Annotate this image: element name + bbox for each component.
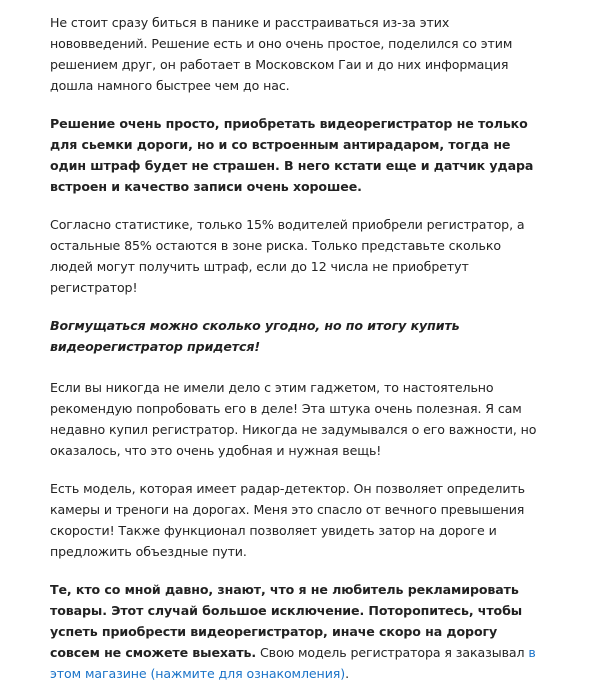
paragraph-solution: Решение очень просто, приобретать видеорегистратор не только для сьемки дороги, но и со встроенным антирадаром, тогда не один штраф будет не страшен. В него кстати еще и датчик удара встроен и качество записи очень хорошее. xyxy=(50,116,534,194)
paragraph-model-features: Есть модель, которая имеет радар-детектор. Он позволяет определить камеры и треноги на дорогах. Меня это спасло от вечного превышения скорости! Также функционал позволяет увидеть затор на дороге и предложить объездные пути. xyxy=(50,481,525,559)
paragraph-call-to-action xyxy=(50,579,545,684)
call-to-action-end: . xyxy=(345,666,349,681)
paragraph-intro: Не стоит сразу биться в панике и расстраиваться из-за этих нововведений. Решение есть и оно очень простое, поделился со этим решением друг, он работает в Московском Гаи и до них информация дошла намного быстрее чем до нас. xyxy=(50,15,513,93)
paragraph-emphasis: Вогмущаться можно сколько угодно, но по итогу купить видеорегистратор придется! xyxy=(50,318,460,354)
shop-link[interactable]: в этом магазине (нажмите для ознакомления) xyxy=(50,645,536,681)
call-to-action-bold-text: Те, кто со мной давно, знают, что я не любитель рекламировать товары. Этот случай большое исключение. Поторопитесь, чтобы успеть приобрести видеорегистратор, иначе скоро на дорогу совсем не сможете выехать. xyxy=(50,582,523,660)
paragraph-recommendation: Если вы никогда не имели дело с этим гаджетом, то настоятельно рекомендую попробовать его в деле! Эта штука очень полезная. Я сам недавно купил регистратор. Никогда не задумывался о его важности, но оказалось, что это очень удобная и нужная вещь! xyxy=(50,380,537,458)
paragraph-statistics: Согласно статистике, только 15% водителей приобрели регистратор, а остальные 85% остаются в зоне риска. Только представьте сколько людей могут получить штраф, если до 12 числа не приобретут регистратор! xyxy=(50,217,525,295)
call-to-action-text: Свою модель регистратора я заказывал xyxy=(256,645,529,660)
